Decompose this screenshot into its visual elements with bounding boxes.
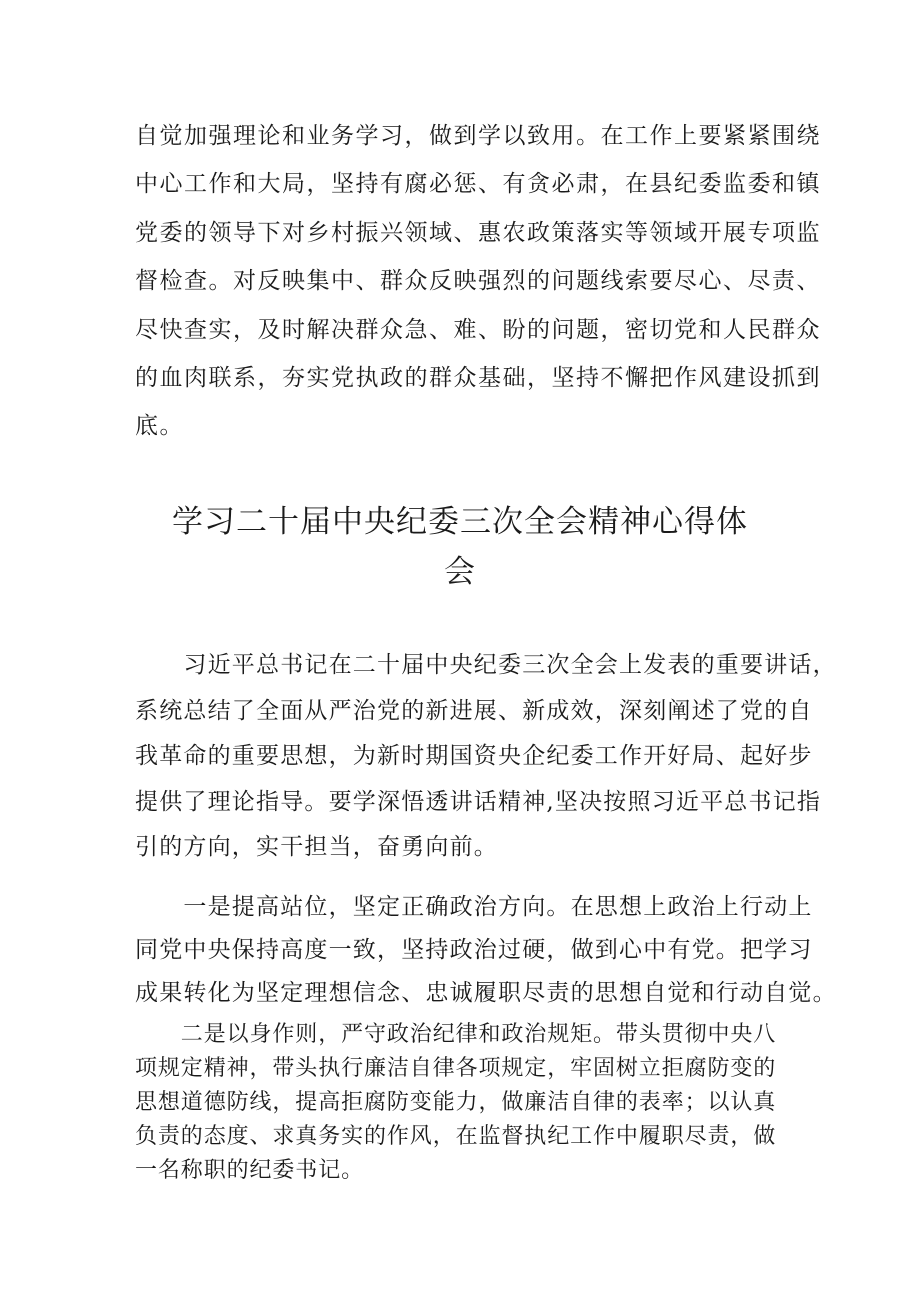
- paragraph-line: 自觉加强理论和业务学习，做到学以致用。在工作上要紧紧围绕: [135, 123, 821, 149]
- paragraph-line: 一名称职的纪委书记。: [135, 1158, 365, 1183]
- paragraph-line: 二是以身作则，严守政治纪律和政治规矩。带头贯彻中央八: [135, 1022, 777, 1047]
- paragraph-line: 尽快查实，及时解决群众急、难、盼的问题，密切党和人民群众: [135, 316, 821, 343]
- paragraph-line: 项规定精神，带头执行廉洁自律各项规定，牢固树立拒腐防变的: [135, 1056, 777, 1081]
- paragraph-line: 我革命的重要思想，为新时期国资央企纪委工作开好局、起好步: [135, 743, 813, 769]
- continuation-paragraph: [135, 112, 821, 451]
- paragraph-line: 成果转化为坚定理想信念、忠诚履职尽责的思想自觉和行动自觉。: [135, 980, 837, 1006]
- paragraph-line: 习近平总书记在二十届中央纪委三次全会上发表的重要讲话，: [135, 652, 837, 678]
- paragraph-line: 底。: [135, 413, 184, 440]
- intro-paragraph: [135, 643, 837, 871]
- point-two-paragraph: [135, 1018, 795, 1188]
- title-line: 学习二十届中央纪委三次全会精神心得体: [172, 504, 748, 540]
- paragraph-line: 同党中央保持高度一致，坚持政治过硬，做到心中有党。把学习: [135, 937, 813, 963]
- paragraph-line: 系统总结了全面从严治党的新进展、新成效，深刻阐述了党的自: [135, 697, 813, 724]
- article-title: [0, 497, 920, 597]
- paragraph-line: 党委的领导下对乡村振兴领域、惠农政策落实等领域开展专项监: [135, 219, 821, 246]
- paragraph-line: 负责的态度、求真务实的作风，在监督执纪工作中履职尽责，做: [135, 1124, 777, 1149]
- paragraph-line: 思想道德防线，提高拒腐防变能力，做廉洁自律的表率；以认真: [135, 1090, 777, 1115]
- paragraph-line: 引的方向，实干担当，奋勇向前。: [135, 834, 498, 860]
- paragraph-line: 的血肉联系，夯实党执政的群众基础，坚持不懈把作风建设抓到: [135, 365, 821, 392]
- title-line: 会: [444, 554, 476, 590]
- paragraph-line: 督检查。对反映集中、群众反映强烈的问题线索要尽心、尽责、: [135, 268, 821, 295]
- paragraph-line: 一是提高站位，坚定正确政治方向。在思想上政治上行动上: [135, 894, 813, 920]
- point-one-paragraph: [135, 886, 837, 1015]
- paragraph-line: 中心工作和大局，坚持有腐必惩、有贪必肃，在县纪委监委和镇: [135, 171, 821, 198]
- paragraph-line: 提供了理论指导。要学深悟透讲话精神,坚决按照习近平总书记指: [135, 788, 822, 815]
